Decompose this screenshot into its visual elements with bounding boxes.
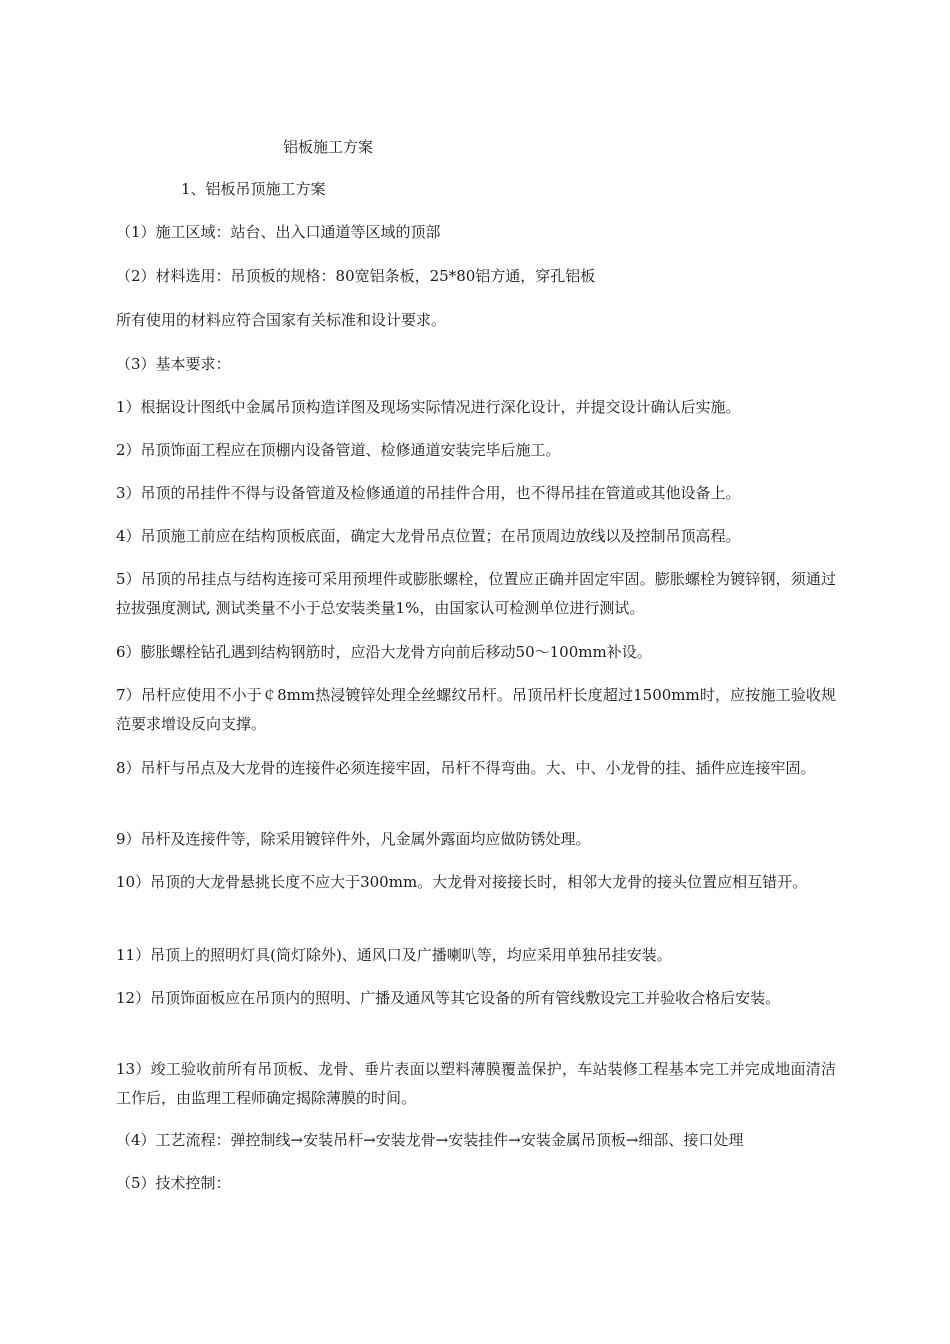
requirement-item-10: 10）吊顶的大龙骨悬挑长度不应大于300mm。大龙骨对接接长时，相邻大龙骨的接头位置应相互错开。: [116, 873, 808, 891]
requirement-item-1: 1）根据设计图纸中金属吊顶构造详图及现场实际情况进行深化设计，并提交设计确认后实施。: [116, 398, 741, 416]
paragraph-material-standards: 所有使用的材料应符合国家有关标准和设计要求。: [116, 311, 447, 329]
requirement-item-11: 11）吊顶上的照明灯具(筒灯除外)、通风口及广播喇叭等，均应采用单独吊挂安装。: [116, 946, 672, 964]
requirement-item-3: 3）吊顶的吊挂件不得与设备管道及检修通道的吊挂件合用，也不得吊挂在管道或其他设备上。: [116, 484, 741, 502]
requirement-item-12: 12）吊顶饰面板应在吊顶内的照明、广播及通风等其它设备的所有管线敷设完工并验收合格后安装。: [116, 989, 781, 1007]
requirement-item-2: 2）吊顶饰面工程应在顶棚内设备管道、检修通道安装完毕后施工。: [116, 441, 561, 459]
paragraph-basic-requirements: （3）基本要求：: [116, 355, 231, 373]
paragraph-process-flow: （4）工艺流程：弹控制线→安装吊杆→安装龙骨→安装挂件→安装金属吊顶板→细部、接口处理: [116, 1131, 744, 1149]
requirement-item-6: 6）膨胀螺栓钻孔遇到结构钢筋时，应沿大龙骨方向前后移动50～100mm补设。: [116, 643, 652, 661]
paragraph-construction-area: （1）施工区域：站台、出入口通道等区域的顶部: [116, 223, 441, 241]
requirement-item-4: 4）吊顶施工前应在结构顶板底面，确定大龙骨吊点位置；在吊顶周边放线以及控制吊顶高程。: [116, 527, 741, 545]
paragraph-materials: （2）材料选用：吊顶板的规格：80宽铝条板，25*80铝方通，穿孔铝板: [116, 267, 596, 285]
requirement-item-8: 8）吊杆与吊点及大龙骨的连接件必须连接牢固，吊杆不得弯曲。大、中、小龙骨的挂、插件应连接牢固。: [116, 759, 816, 777]
requirement-item-9: 9）吊杆及连接件等，除采用镀锌件外，凡金属外露面均应做防锈处理。: [116, 830, 591, 848]
requirement-item-7: 7）吊杆应使用不小于￠8mm热浸镀锌处理全丝螺纹吊杆。吊顶吊杆长度超过1500mm时，应按施工验收规范要求增设反向支撑。: [116, 686, 836, 733]
document-title: 铝板施工方案: [283, 138, 374, 156]
paragraph-technical-control: （5）技术控制：: [116, 1174, 231, 1192]
requirement-item-13: 13）竣工验收前所有吊顶板、龙骨、垂片表面以塑料薄膜覆盖保护，车站装修工程基本完工并完成地面清洁工作后，由监理工程师确定揭除薄膜的时间。: [116, 1060, 836, 1107]
section-heading: 1、铝板吊顶施工方案: [181, 180, 326, 198]
requirement-item-5: 5）吊顶的吊挂点与结构连接可采用预埋件或膨胀螺栓，位置应正确并固定牢固。膨胀螺栓为镀锌钢，须通过拉拔强度测试, 测试类量不小于总安装类量1%，由国家认可检测单位进行测试。: [116, 570, 836, 617]
